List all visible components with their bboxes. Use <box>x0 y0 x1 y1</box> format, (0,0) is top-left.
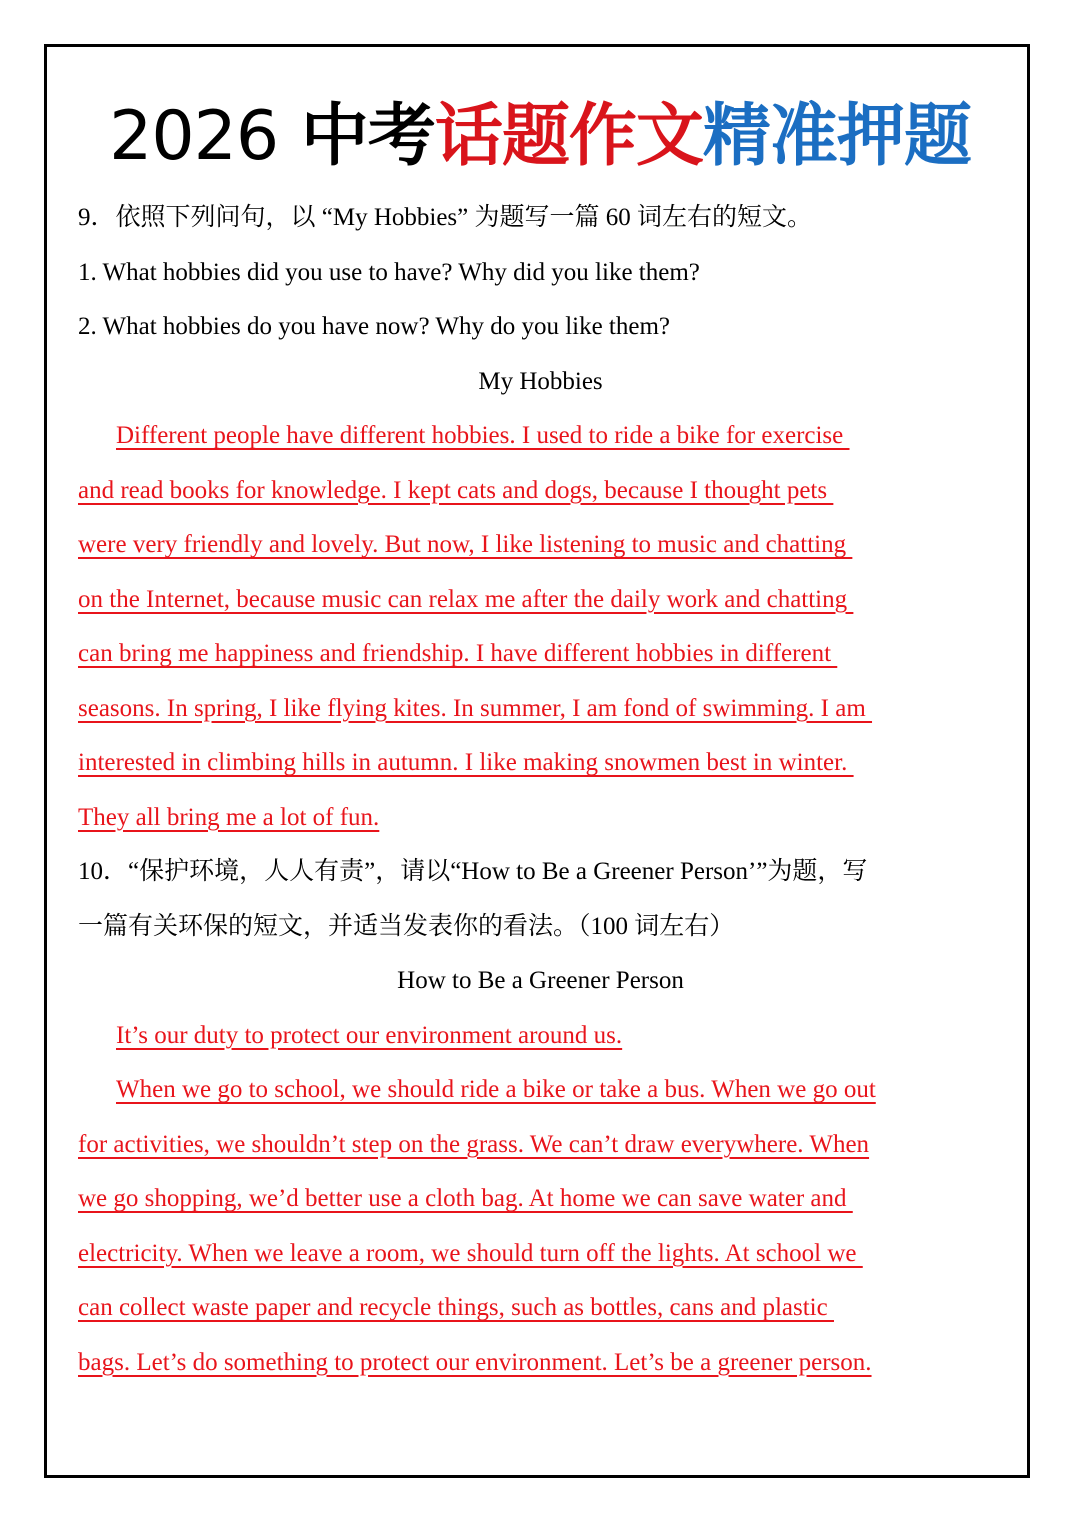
title-topic-essay: 话题作文 <box>434 97 703 176</box>
q10-answer <box>78 1009 1003 1391</box>
q9-essay-title: My Hobbies <box>478 367 603 395</box>
q10-prompt-line-1: 10．“保护环境，人人有责”，请以“How to Be a Greener Person’”为题，写 <box>78 858 868 885</box>
page-title <box>0 92 1080 182</box>
q9-question-1: 1. What hobbies did you use to have? Why did you like them? <box>78 258 700 286</box>
document-body <box>78 191 1003 1390</box>
answer-line: for activities, we shouldn’t step on the grass. We can’t draw everywhere. When <box>78 1130 870 1158</box>
title-year: 2026 <box>109 97 279 176</box>
title-precise-prediction: 精准押题 <box>702 97 971 176</box>
answer-line: can bring me happiness and friendship. I have different hobbies in different <box>78 640 838 667</box>
q10-essay-title: How to Be a Greener Person <box>397 967 684 994</box>
answer-line: interested in climbing hills in autumn. I like making snowmen best in winter. <box>78 749 854 776</box>
title-exam: 中考 <box>300 97 435 176</box>
answer-line: we go shopping, we’d better use a cloth bag. At home we can save water and <box>78 1185 853 1212</box>
q10-prompt-line-2: 一篇有关环保的短文，并适当发表你的看法。（100 词左右） <box>78 912 735 940</box>
answer-line: When we go to school, we should ride a bike or take a bus. When we go out <box>116 1076 876 1103</box>
answer-line: can collect waste paper and recycle things, such as bottles, cans and plastic <box>78 1294 834 1321</box>
answer-line: Different people have different hobbies. I used to ride a bike for exercise <box>116 422 850 449</box>
answer-line: seasons. In spring, I like flying kites. In summer, I am fond of swimming. I am <box>78 694 873 722</box>
q9-prompt: 9．依照下列问句，以 “My Hobbies” 为题写一篇 60 词左右的短文。 <box>78 204 812 231</box>
q9-question-2: 2. What hobbies do you have now? Why do you like them? <box>78 313 671 340</box>
answer-line: electricity. When we leave a room, we should turn off the lights. At school we <box>78 1239 863 1267</box>
answer-line: They all bring me a lot of fun. <box>78 803 380 831</box>
answer-line: on the Internet, because music can relax me after the daily work and chatting <box>78 585 854 613</box>
answer-line: bags. Let’s do something to protect our environment. Let’s be a greener person. <box>78 1348 872 1376</box>
q9-answer <box>78 409 1003 845</box>
answer-line: and read books for knowledge. I kept cats and dogs, because I thought pets <box>78 476 834 504</box>
answer-line: It’s our duty to protect our environment around us. <box>116 1021 623 1049</box>
answer-line: were very friendly and lovely. But now, I like listening to music and chatting <box>78 531 853 558</box>
